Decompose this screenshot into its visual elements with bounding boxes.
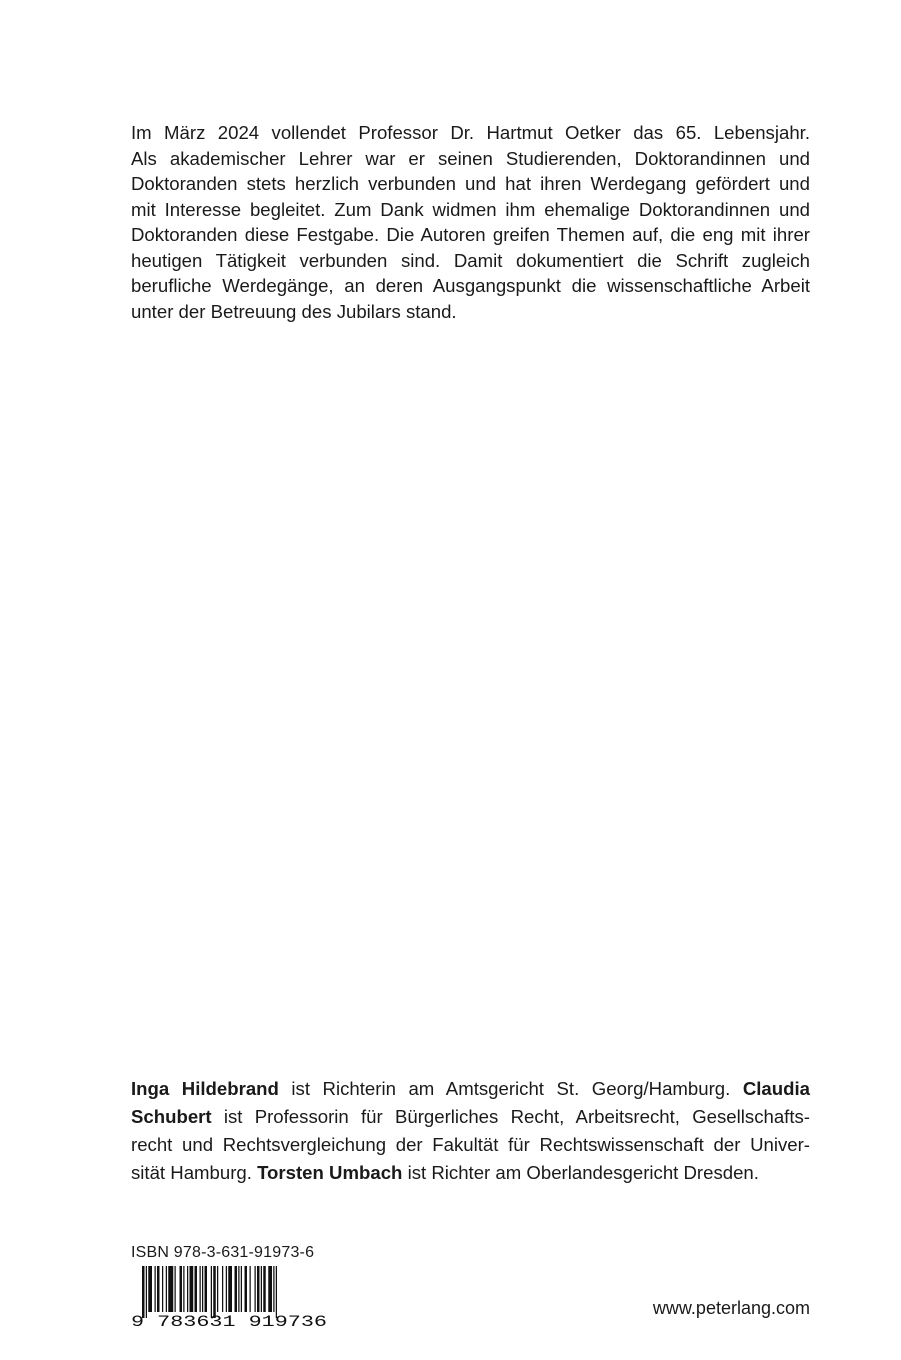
author-bio-line: [131, 1131, 810, 1159]
author-name-hildebrand: Inga Hildebrand: [131, 1078, 279, 1099]
barcode-bar: [168, 1266, 173, 1312]
barcode-bar: [142, 1266, 145, 1318]
barcode-bar: [255, 1266, 256, 1312]
blurb-paragraph: [131, 120, 810, 324]
barcode-bar: [235, 1266, 238, 1312]
barcode-bar: [276, 1266, 277, 1318]
author-bio-line: [131, 1103, 810, 1131]
author-bio-line: [131, 1159, 810, 1187]
barcode-bar: [228, 1266, 232, 1312]
blurb-line: heutigen Tätigkeit verbunden sind. Damit dokumentiert die Schrift zugleich: [131, 249, 810, 271]
barcode-bar: [162, 1266, 163, 1312]
barcode-bar: [217, 1266, 218, 1312]
blurb-line: Doktoranden diese Festgabe. Die Autoren greifen Themen auf, die eng mit ihrer: [131, 224, 810, 245]
barcode-bar: [222, 1266, 223, 1312]
blurb-line: mit Interesse begleitet. Zum Dank widmen ihm ehemalige Doktorandinnen und: [131, 198, 810, 220]
barcode-bar: [250, 1266, 251, 1312]
barcode-bar: [257, 1266, 260, 1312]
blurb-line: berufliche Werdegänge, an deren Ausgangspunkt die wissenschaftliche Arbeit: [131, 275, 810, 296]
author-name-umbach: Torsten Umbach: [257, 1162, 403, 1183]
barcode-bar: [148, 1266, 152, 1312]
blurb-line: Doktoranden stets herzlich verbunden und hat ihren Werdegang gefördert und: [131, 173, 810, 194]
barcode-bar: [183, 1266, 184, 1312]
isbn-label: ISBN 978-3-631-91973-6: [131, 1244, 315, 1261]
author-name-schubert-first: Claudia: [742, 1078, 810, 1099]
barcode-bar: [211, 1266, 212, 1318]
author-bio-text: recht und Rechtsvergleichung der Fakultät für Rechtswissenschaft der Univer-: [131, 1134, 810, 1155]
publisher-url: www.peterlang.com: [652, 1298, 810, 1318]
barcode-bar: [157, 1266, 160, 1312]
blurb-line: Als akademischer Lehrer war er seinen Studierenden, Doktorandinnen und: [131, 147, 810, 169]
barcode-bar: [200, 1266, 201, 1312]
barcode-bar: [187, 1266, 188, 1312]
author-bio-text: ist Richterin am Amtsgericht St. Georg/Hamburg.: [278, 1078, 743, 1099]
barcode-digits: 9 783631 919736: [131, 1313, 327, 1328]
barcode-bar: [238, 1266, 239, 1312]
barcode-bar: [213, 1266, 216, 1318]
author-name-schubert-last: Schubert: [131, 1106, 212, 1127]
barcode-bar: [155, 1266, 156, 1312]
author-bio-line: [131, 1075, 810, 1103]
author-bios: [131, 1075, 810, 1187]
barcode-bar: [273, 1266, 274, 1312]
barcode-bar: [245, 1266, 248, 1312]
barcode-bar: [202, 1266, 203, 1312]
barcode-bar: [268, 1266, 272, 1312]
barcode-bar: [166, 1266, 167, 1312]
barcode-bar: [261, 1266, 262, 1312]
barcode-bar: [195, 1266, 198, 1312]
barcode-bar: [180, 1266, 183, 1312]
blurb-line: Im März 2024 vollendet Professor Dr. Hartmut Oetker das 65. Lebensjahr.: [131, 122, 810, 143]
barcode-bar: [146, 1266, 147, 1318]
barcode-bar: [226, 1266, 227, 1312]
author-bio-text: ist Professorin für Bürgerliches Recht, Arbeitsrecht, Gesellschafts-: [211, 1106, 810, 1127]
author-bio-text: sität Hamburg.: [131, 1162, 258, 1183]
barcode-bar: [175, 1266, 176, 1312]
barcode-bar: [190, 1266, 194, 1312]
barcode-bar: [205, 1266, 208, 1312]
barcode-bar: [241, 1266, 242, 1312]
barcode: [131, 1264, 331, 1328]
blurb-line: unter der Betreuung des Jubilars stand.: [131, 300, 457, 322]
barcode-bar: [263, 1266, 266, 1312]
author-bio-text: ist Richter am Oberlandesgericht Dresden.: [402, 1162, 759, 1183]
